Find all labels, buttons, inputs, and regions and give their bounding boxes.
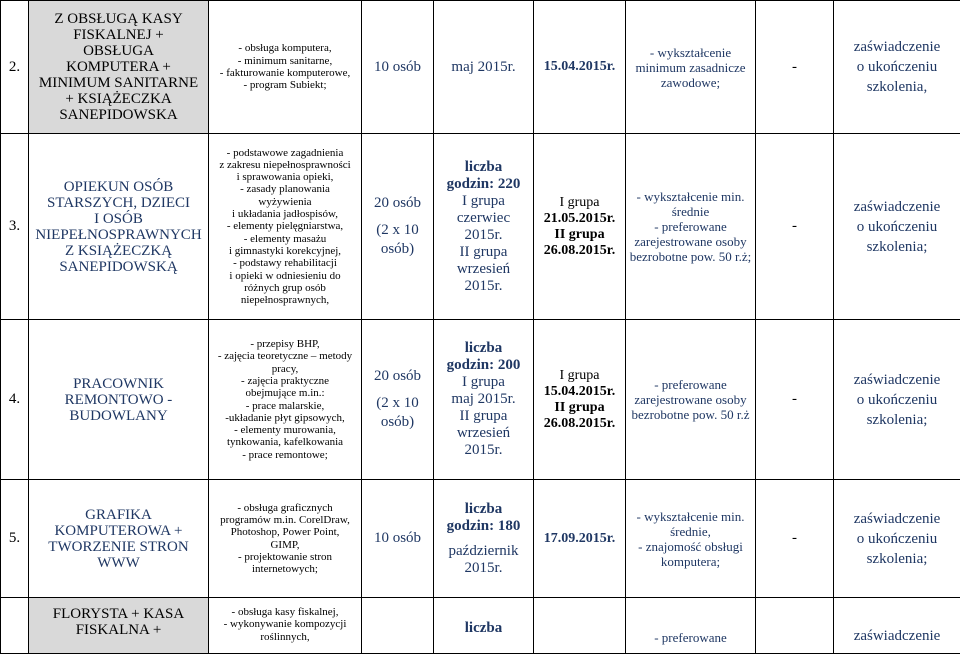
exam-dates [534,598,626,654]
course-name: FLORYSTA + KASA FISKALNA + [29,598,209,654]
dash-cell: - [756,1,834,134]
exam-dates: I grupa 21.05.2015r. II grupa 26.08.2015r. [534,134,626,320]
requirements: - wykształcenie min. średnie - preferowane zarejestrowane osoby bezrobotne pow. 50 r.ż; [626,134,756,320]
table-row [1,598,960,654]
row-number: 4. [1,320,29,480]
course-name: Z OBSŁUGĄ KASY FISKALNEJ + OBSŁUGA KOMPUTERA + MINIMUM SANITARNE + KSIĄŻECZKA SANEPIDOWSKA [29,1,209,134]
row-number: 3. [1,134,29,320]
table-row [1,480,960,598]
certificate: zaświadczenie o ukończeniu szkolenia, [834,1,960,134]
hours-and-groups: liczba godzin: 180 październik 2015r. [434,480,534,598]
hours-and-groups: liczba godzin: 220 I grupa czerwiec 2015r. II grupa wrzesień 2015r. [434,134,534,320]
course-scope: - obsługa graficznych programów m.in. CorelDraw, Photoshop, Power Point, GIMP, - projektowanie stron internetowych; [209,480,362,598]
participant-count: 20 osób (2 x 10 osób) [362,134,434,320]
exam-dates: I grupa 15.04.2015r. II grupa 26.08.2015r. [534,320,626,480]
course-scope: - obsługa kasy fiskalnej, - wykonywanie kompozycji roślinnych, [209,598,362,654]
row-number [1,598,29,654]
course-name: GRAFIKA KOMPUTEROWA + TWORZENIE STRON WWW [29,480,209,598]
certificate: zaświadczenie o ukończeniu szkolenia; [834,480,960,598]
dash-cell: - [756,320,834,480]
table-row [1,320,960,480]
hours-and-groups: liczba [434,598,534,654]
row-number: 2. [1,1,29,134]
certificate: zaświadczenie o ukończeniu szkolenia; [834,320,960,480]
course-scope: - podstawowe zagadnienia z zakresu niepełnosprawności i sprawowania opieki, - zasady planowania wyżywienia i układania jadłospisów, - elementy pielęgniarstwa, - elementy masażu i gimnastyki korekcyjnej, - podstawy rehabilitacji i opieki w odniesieniu do różnych grup osób niepełnosprawnych, [209,134,362,320]
course-scope: - obsługa komputera, - minimum sanitarne, - fakturowanie komputerowe, - program Subiekt; [209,1,362,134]
participant-count: 20 osób (2 x 10 osób) [362,320,434,480]
table-row [1,1,960,134]
requirements: - wykształcenie minimum zasadnicze zawodowe; [626,1,756,134]
course-scope: - przepisy BHP, - zajęcia teoretyczne – metody pracy, - zajęcia praktyczne obejmujące m.in.: - prace malarskie, -układanie płyt gipsowych, - elementy murowania, tynkowania, kafelkowania - prace remontowe; [209,320,362,480]
course-name: OPIEKUN OSÓB STARSZYCH, DZIECI I OSÓB NIEPEŁNOSPRAWNYCH Z KSIĄŻECZKĄ SANEPIDOWSKĄ [29,134,209,320]
exam-date: 17.09.2015r. [534,480,626,598]
course-start: maj 2015r. [434,1,534,134]
exam-date: 15.04.2015r. [534,1,626,134]
participant-count: 10 osób [362,1,434,134]
table-row [1,134,960,320]
certificate: zaświadczenie [834,598,960,654]
requirements: - wykształcenie min. średnie, - znajomość obsługi komputera; [626,480,756,598]
dash-cell: - [756,134,834,320]
participant-count [362,598,434,654]
row-number: 5. [1,480,29,598]
requirements: - preferowane [626,598,756,654]
requirements: - preferowane zarejestrowane osoby bezrobotne pow. 50 r.ż [626,320,756,480]
hours-and-groups: liczba godzin: 200 I grupa maj 2015r. II grupa wrzesień 2015r. [434,320,534,480]
participant-count: 10 osób [362,480,434,598]
dash-cell: - [756,480,834,598]
course-name: PRACOWNIK REMONTOWO - BUDOWLANY [29,320,209,480]
certificate: zaświadczenie o ukończeniu szkolenia; [834,134,960,320]
dash-cell [756,598,834,654]
